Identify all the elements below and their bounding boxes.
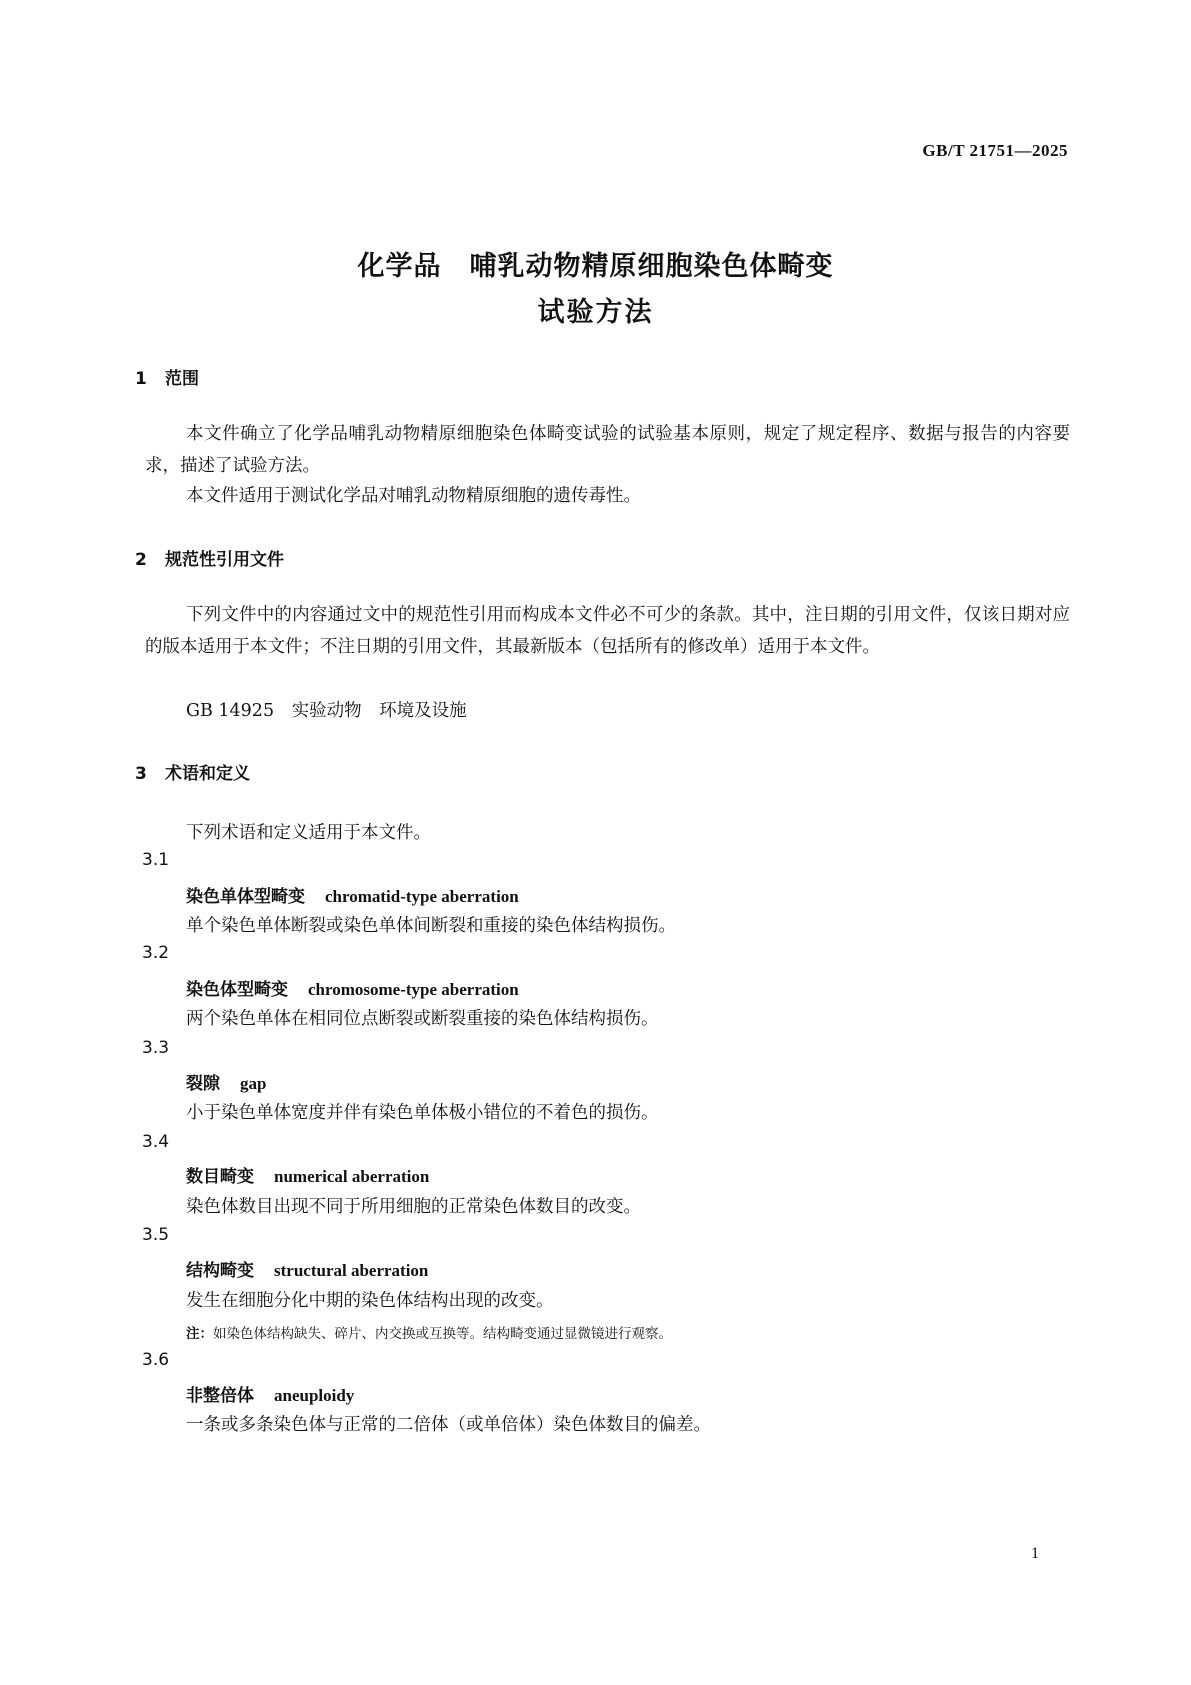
note-text: 如染色体结构缺失、碎片、内交换或互换等。结构畸变通过显微镜进行观察。 (213, 1326, 672, 1342)
term-entry (186, 882, 519, 907)
section-number: 3 (135, 764, 147, 784)
term-definition: 染色体数目出现不同于所用细胞的正常染色体数目的改变。 (186, 1197, 641, 1217)
section-2-heading (135, 545, 284, 570)
term-note (186, 1322, 672, 1342)
clause-number: 3.1 (142, 850, 170, 870)
page-number: 1 (1031, 1545, 1039, 1562)
term-zh: 染色单体型畸变 (186, 887, 305, 907)
term-en: chromatid-type aberration (325, 887, 519, 906)
section-title: 规范性引用文件 (165, 550, 284, 570)
term-entry (186, 1381, 354, 1406)
term-entry (186, 1162, 429, 1187)
term-definition: 两个染色单体在相同位点断裂或断裂重接的染色体结构损伤。 (186, 1009, 659, 1029)
section-3-intro: 下列术语和定义适用于本文件。 (186, 823, 431, 843)
clause-number: 3.3 (142, 1038, 170, 1058)
term-entry (186, 1256, 428, 1281)
clause-number: 3.5 (142, 1225, 170, 1245)
section-number: 1 (135, 369, 147, 389)
term-entry (186, 1069, 266, 1094)
term-en: aneuploidy (274, 1386, 355, 1405)
document-title-line-2: 试验方法 (537, 297, 654, 328)
section-1-paragraph-1: 本文件确立了化学品哺乳动物精原细胞染色体畸变试验的试验基本原则，规定了规定程序、数据与报告的内容要求，描述了试验方法。 (145, 424, 1070, 476)
clause-number: 3.4 (142, 1132, 170, 1152)
term-definition: 发生在细胞分化中期的染色体结构出现的改变。 (186, 1291, 554, 1311)
normative-reference: GB 14925 实验动物 环境及设施 (186, 701, 467, 721)
term-definition: 单个染色单体断裂或染色单体间断裂和重接的染色体结构损伤。 (186, 916, 676, 936)
term-zh: 结构畸变 (186, 1261, 254, 1281)
term-en: structural aberration (274, 1261, 429, 1280)
document-title-line-1: 化学品 哺乳动物精原细胞染色体畸变 (357, 251, 834, 282)
section-number: 2 (135, 550, 147, 570)
section-3-heading (135, 759, 250, 784)
clause-number: 3.6 (142, 1350, 170, 1370)
term-en: gap (240, 1074, 267, 1093)
term-en: numerical aberration (274, 1167, 430, 1186)
note-label: 注： (186, 1326, 213, 1342)
section-title: 范围 (165, 369, 199, 389)
section-2-paragraph-1: 下列文件中的内容通过文中的规范性引用而构成本文件必不可少的条款。其中，注日期的引用文件，仅该日期对应的版本适用于本文件；不注日期的引用文件，其最新版本（包括所有的修改单）适用于本文件。 (145, 605, 1070, 657)
term-zh: 裂隙 (186, 1074, 220, 1094)
term-entry (186, 975, 519, 1000)
term-definition: 一条或多条染色体与正常的二倍体（或单倍体）染色体数目的偏差。 (186, 1415, 711, 1435)
section-title: 术语和定义 (165, 764, 250, 784)
term-definition: 小于染色单体宽度并伴有染色单体极小错位的不着色的损伤。 (186, 1103, 659, 1123)
term-zh: 数目畸变 (186, 1167, 254, 1187)
term-en: chromosome-type aberration (308, 980, 519, 999)
clause-number: 3.2 (142, 943, 170, 963)
standard-number: GB/T 21751—2025 (922, 141, 1068, 160)
term-zh: 染色体型畸变 (186, 980, 288, 1000)
term-zh: 非整倍体 (186, 1386, 254, 1406)
section-1-paragraph-2: 本文件适用于测试化学品对哺乳动物精原细胞的遗传毒性。 (186, 486, 641, 506)
section-1-heading (135, 364, 199, 389)
